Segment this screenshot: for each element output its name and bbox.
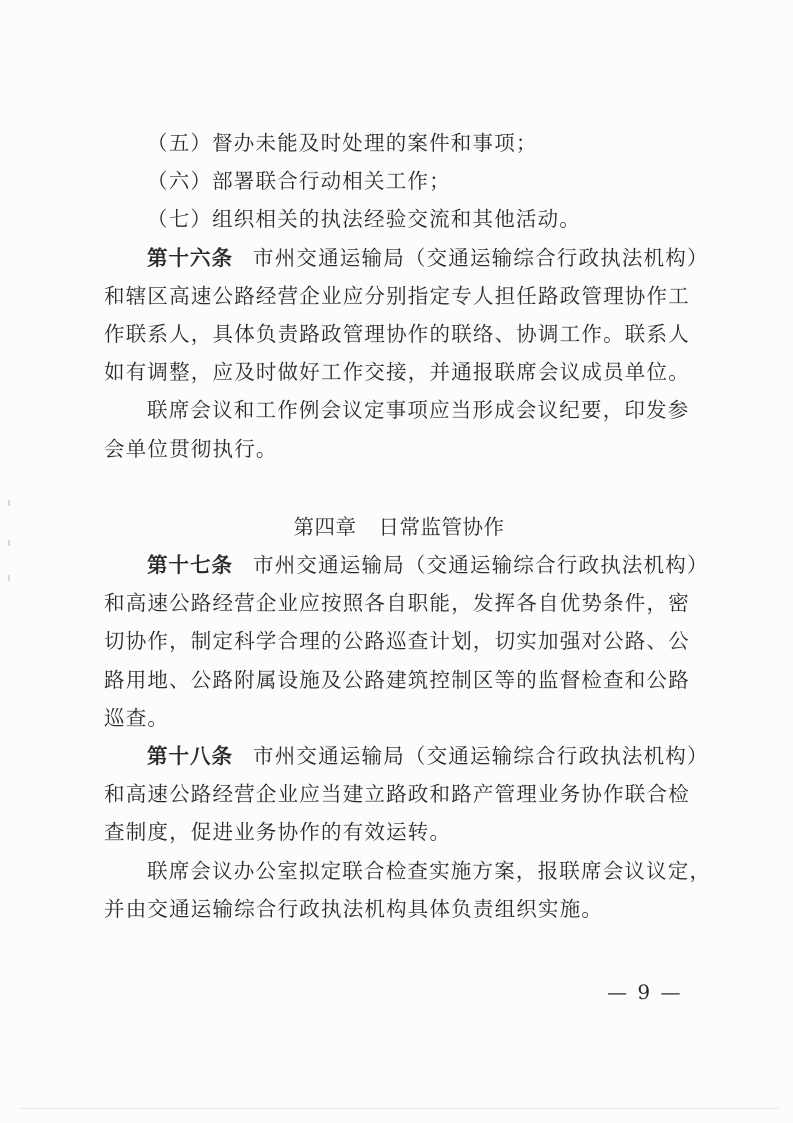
article-16-heading: 第十六条: [147, 245, 233, 270]
joint-inspection-paragraph-line: 并由交通运输综合行政执法机构具体负责组织实施。: [104, 896, 604, 921]
article-18-first-line: [104, 737, 709, 775]
article-17-line: 切协作，制定科学合理的公路巡查计划，切实加强对公路、公: [104, 629, 690, 654]
document-body: [104, 124, 712, 928]
article-18-text: 市州交通运输局（交通运输综合行政执法机构）: [253, 744, 709, 769]
article-16-text: 市州交通运输局（交通运输综合行政执法机构）: [253, 245, 709, 270]
page-number: — 9 —: [607, 980, 683, 1004]
article-17-text: 市州交通运输局（交通运输综合行政执法机构）: [253, 553, 709, 578]
article-17-first-line: [104, 546, 709, 584]
article-17-heading: 第十七条: [147, 553, 233, 578]
chapter-number: 第四章: [293, 514, 357, 539]
scan-mark: [8, 575, 10, 581]
joint-inspection-paragraph-line: 联席会议办公室拟定联合检查实施方案，报联席会议议定，: [147, 858, 712, 883]
article-16-line: 作联系人，具体负责路政管理协作的联络、协调工作。联系人: [104, 322, 690, 347]
scan-edge-line: [20, 1108, 779, 1109]
chapter-title: 日常监管协作: [378, 514, 505, 539]
article-16-line: 和辖区高速公路经营企业应分别指定专人担任路政管理协作工: [104, 283, 690, 308]
scan-mark: [8, 540, 10, 546]
list-item-7: （七）组织相关的执法经验交流和其他活动。: [147, 207, 581, 232]
article-17-line: 路用地、公路附属设施及公路建筑控制区等的监督检查和公路: [104, 667, 690, 692]
article-16-first-line: [104, 239, 709, 277]
list-item-5: （五）督办未能及时处理的案件和事项；: [147, 131, 538, 155]
article-16-line: 如有调整，应及时做好工作交接，并通报联席会议成员单位。: [104, 360, 690, 385]
article-17-line: 和高速公路经营企业应按照各自职能，发挥各自优势条件，密: [104, 591, 690, 616]
list-item-6: （六）部署联合行动相关工作；: [147, 169, 451, 194]
article-18-line: 查制度，促进业务协作的有效运转。: [104, 820, 452, 845]
article-18-heading: 第十八条: [147, 744, 233, 769]
article-18-line: 和高速公路经营企业应当建立路政和路产管理业务协作联合检: [104, 782, 690, 807]
scan-mark: [8, 500, 10, 506]
article-17-line: 巡查。: [104, 705, 170, 730]
chapter-heading: [104, 508, 694, 546]
meeting-paragraph-line: 联席会议和工作例会议定事项应当形成会议纪要，印发参: [147, 398, 690, 423]
meeting-paragraph-line: 会单位贯彻执行。: [104, 436, 278, 461]
